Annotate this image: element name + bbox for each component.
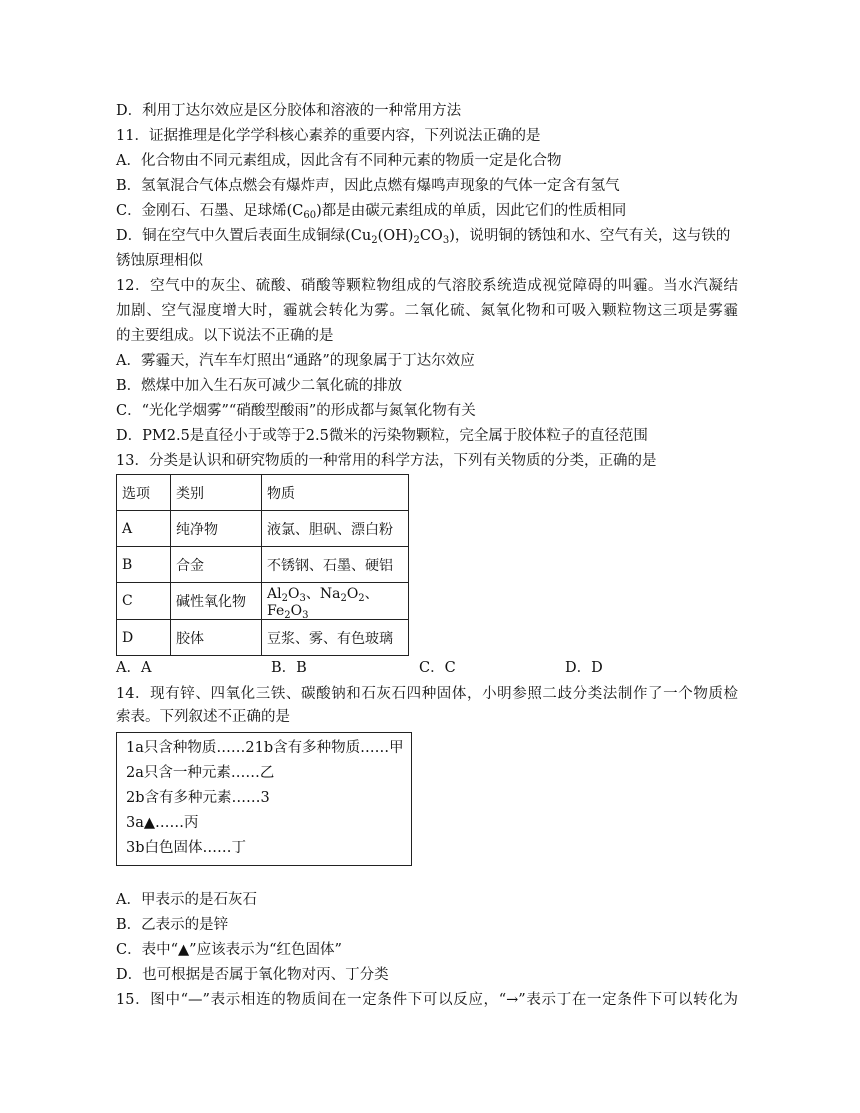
key-line: 2b含有多种元素……3 — [126, 790, 270, 806]
q14-option-b: B．乙表示的是锌 — [116, 917, 229, 933]
q11-option-a: A．化合物由不同元素组成，因此含有不同种元素的物质一定是化合物 — [116, 153, 562, 169]
q14-stem-1: 14．现有锌、四氧化三铁、碳酸钠和石灰石四种固体，小明参照二歧分类法制作了一个物质检 — [116, 686, 738, 702]
q13-table — [116, 474, 409, 656]
table-cell: 纯净物 — [171, 511, 262, 547]
q13-option-d: D．D — [565, 660, 603, 676]
table-row — [117, 620, 409, 656]
q15-stem: 15．图中“—”表示相连的物质间在一定条件下可以反应，“→”表示丁在一定条件下可以转化为 — [116, 992, 738, 1008]
q10-option-d: D．利用丁达尔效应是区分胶体和溶液的一种常用方法 — [116, 103, 462, 119]
q13-option-c: C．C — [419, 660, 456, 676]
key-line: 3a▲……丙 — [126, 815, 199, 831]
table-cell: 不锈钢、石墨、硬铝 — [262, 547, 409, 583]
q11-option-c: C．金刚石、石墨、足球烯$(C_{60})$都是由碳元素组成的单质，因此它们的性质相同 — [116, 203, 627, 221]
table-cell: 碱性氧化物 — [171, 583, 262, 620]
table-cell: C — [117, 583, 171, 620]
q11-option-d: D．铜在空气中久置后表面生成铜绿$(Cu_2(OH)_2CO_3)$，说明铜的锈蚀和水、空气有关，这与铁的 — [116, 228, 731, 246]
table-cell: D — [117, 620, 171, 656]
table-row — [117, 547, 409, 583]
q14-option-a: A．甲表示的是石灰石 — [116, 892, 257, 908]
q14-option-c: C．表中“▲”应该表示为“红色固体” — [116, 942, 342, 958]
table-cell: B — [117, 547, 171, 583]
table-cell: 合金 — [171, 547, 262, 583]
table-row — [117, 511, 409, 547]
q11-stem: 11．证据推理是化学学科核心素养的重要内容，下列说法正确的是 — [116, 128, 541, 144]
q11-option-b: B．氢氧混合气体点燃会有爆炸声，因此点燃有爆鸣声现象的气体一定含有氢气 — [116, 178, 620, 194]
q12-option-b: B．燃煤中加入生石灰可减少二氧化硫的排放 — [116, 378, 403, 394]
q13-option-a: A．A — [116, 660, 152, 676]
key-line: 3b白色固体……丁 — [126, 840, 247, 856]
table-cell: 物质 — [262, 475, 409, 511]
table-cell: $Al_2O_3$、$Na_2O_2$、$Fe_2O_3$ — [262, 583, 409, 620]
q12-option-c: C．“光化学烟雾”“硝酸型酸雨”的形成都与氮氧化物有关 — [116, 403, 476, 419]
q11-option-d-cont: 锈蚀原理相似 — [116, 253, 203, 269]
key-line: 1a只含种物质……21b含有多种物质……甲 — [126, 740, 404, 756]
table-cell: 胶体 — [171, 620, 262, 656]
table-cell: 液氯、胆矾、漂白粉 — [262, 511, 409, 547]
q13-stem: 13．分类是认识和研究物质的一种常用的科学方法，下列有关物质的分类，正确的是 — [116, 453, 657, 469]
q12-stem-1: 12．空气中的灰尘、硫酸、硝酸等颗粒物组成的气溶胶系统造成视觉障碍的叫霾。当水汽凝结 — [116, 278, 738, 294]
q14-key-box — [116, 732, 412, 866]
table-row — [117, 583, 409, 620]
table-cell: 类别 — [171, 475, 262, 511]
q13-option-b: B．B — [271, 660, 307, 676]
table-cell: A — [117, 511, 171, 547]
table-cell: 豆浆、雾、有色玻璃 — [262, 620, 409, 656]
q12-option-a: A．雾霾天，汽车车灯照出“通路”的现象属于丁达尔效应 — [116, 353, 475, 369]
q14-stem-2: 索表。下列叙述不正确的是 — [116, 709, 290, 725]
table-header-row — [117, 475, 409, 511]
key-line: 2a只含一种元素……乙 — [126, 765, 275, 781]
q14-option-d: D．也可根据是否属于氧化物对丙、丁分类 — [116, 967, 389, 983]
q12-option-d: D．PM2.5是直径小于或等于2.5微米的污染物颗粒，完全属于胶体粒子的直径范围 — [116, 428, 648, 444]
table-cell: 选项 — [117, 475, 171, 511]
q12-stem-3: 的主要组成。以下说法不正确的是 — [116, 328, 334, 344]
q12-stem-2: 加剧、空气湿度增大时，霾就会转化为雾。二氧化硫、氮氧化物和可吸入颗粒物这三项是雾霾 — [116, 303, 738, 319]
